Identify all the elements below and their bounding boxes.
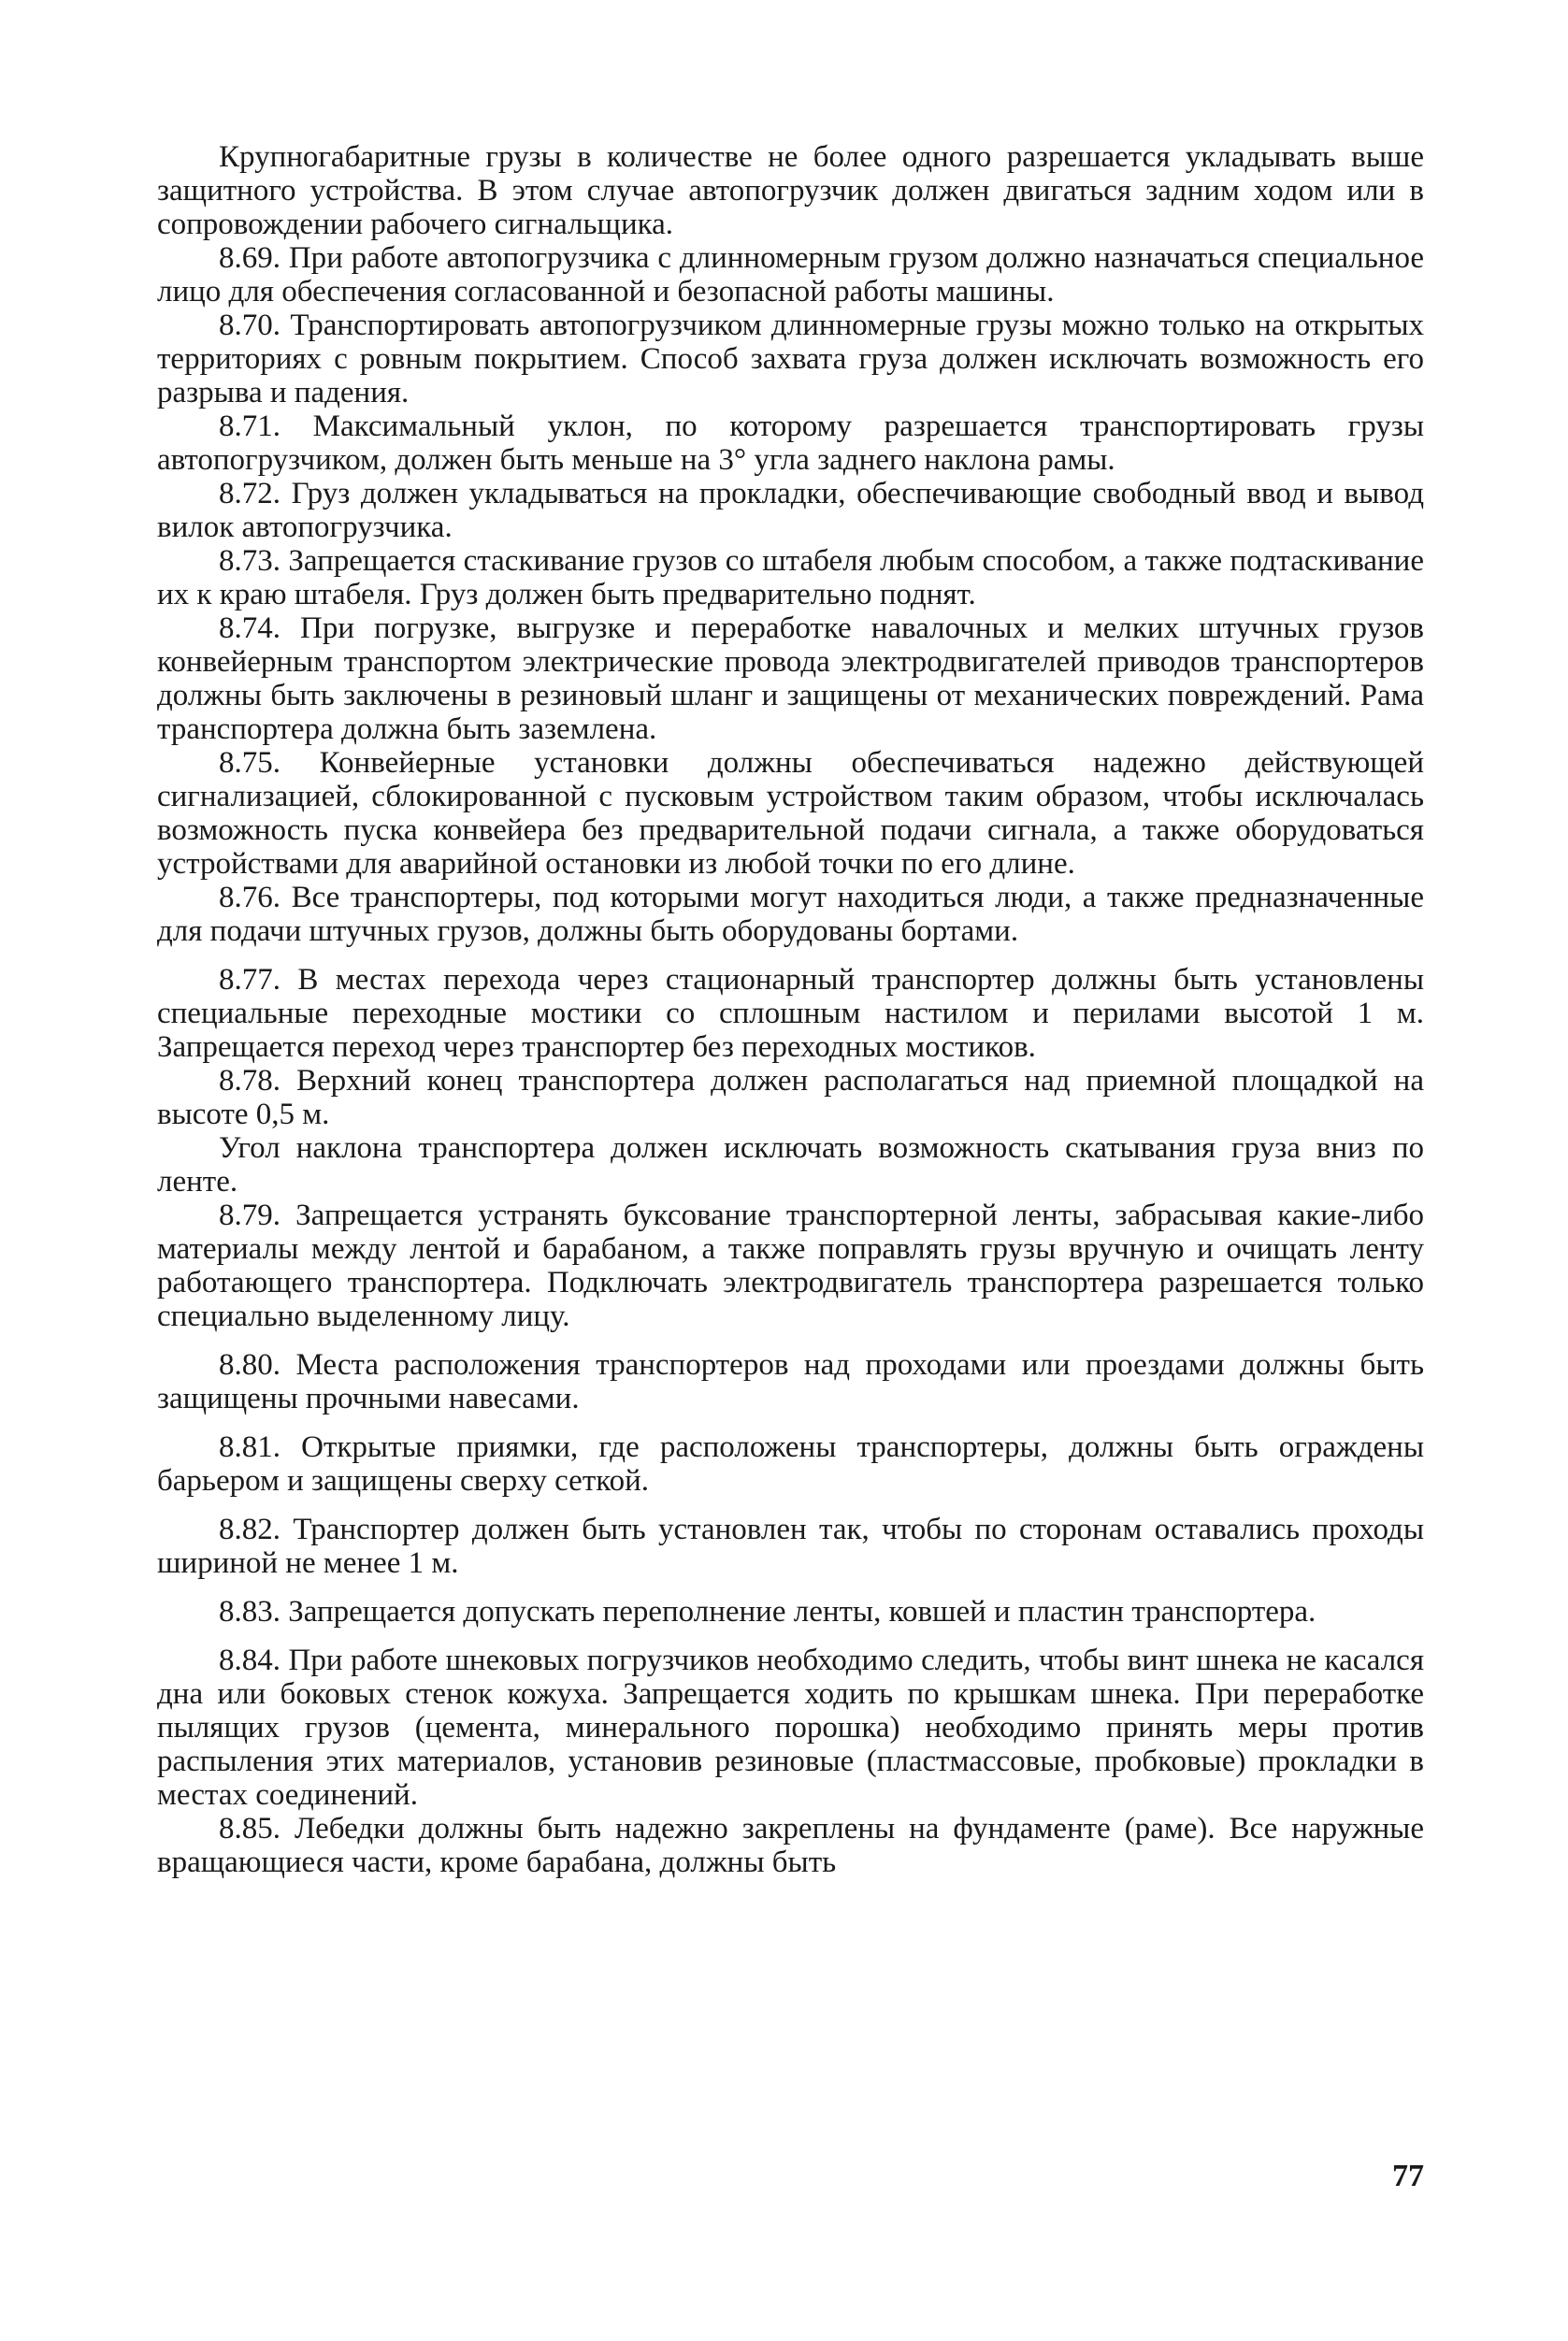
paragraph-8-80: 8.80. Места расположения транспортеров над проходами или проездами должны быть защищены прочными навесами. bbox=[157, 1348, 1424, 1415]
paragraph-8-81: 8.81. Открытые приямки, где расположены транспортеры, должны быть ограждены барьером и защищены сверху сеткой. bbox=[157, 1430, 1424, 1498]
paragraph-continuation: Крупногабаритные грузы в количестве не более одного разрешается укладывать выше защитного устройства. В этом случае автопогрузчик должен двигаться задним ходом или в сопровождении рабочего сигнальщика. bbox=[157, 140, 1424, 241]
paragraph-8-75: 8.75. Конвейерные установки должны обеспечиваться надежно действующей сигнализацией, сблокированной с пусковым устройством таким образом, чтобы исключалась возможность пуска конвейера без предварительной подачи сигнала, а также оборудоваться устройствами для аварийной остановки из любой точки по его длине. bbox=[157, 746, 1424, 881]
paragraph-8-83: 8.83. Запрещается допускать переполнение ленты, ковшей и пластин транспортера. bbox=[219, 1595, 1316, 1629]
paragraph-8-70: 8.70. Транспортировать автопогрузчиком длинномерные грузы можно только на открытых территориях с ровным покрытием. Способ захвата груза должен исключать возможность его разрыва и падения. bbox=[157, 309, 1424, 409]
paragraph-8-72: 8.72. Груз должен укладываться на прокладки, обеспечивающие свободный ввод и вывод вилок автопогрузчика. bbox=[157, 477, 1424, 544]
paragraph-8-77: 8.77. В местах перехода через стационарный транспортер должны быть установлены специальные переходные мостики со сплошным настилом и перилами высотой 1 м. Запрещается переход через транспортер без переходных мостиков. bbox=[157, 963, 1424, 1064]
paragraph-8-69: 8.69. При работе автопогрузчика с длинномерным грузом должно назначаться специальное лицо для обеспечения согласованной и безопасной работы машины. bbox=[157, 241, 1424, 309]
paragraph-8-74: 8.74. При погрузке, выгрузке и переработке навалочных и мелких штучных грузов конвейерным транспортом электрические провода электродвигателей приводов транспортеров должны быть заключены в резиновый шланг и защищены от механических повреждений. Рама транспортера должна быть заземлена. bbox=[157, 611, 1424, 746]
page-number: 77 bbox=[1392, 2159, 1424, 2193]
paragraph-8-73: 8.73. Запрещается стаскивание грузов со штабеля любым способом, а также подтаскивание их к краю штабеля. Груз должен быть предварительно поднят. bbox=[157, 544, 1424, 611]
paragraph-8-76: 8.76. Все транспортеры, под которыми могут находиться люди, а также предназначенные для подачи штучных грузов, должны быть оборудованы бортами. bbox=[157, 881, 1424, 948]
document-page bbox=[157, 140, 1424, 2272]
paragraph-8-78: 8.78. Верхний конец транспортера должен располагаться над приемной площадкой на высоте 0,5 м. bbox=[157, 1064, 1424, 1131]
paragraph-8-85: 8.85. Лебедки должны быть надежно закреплены на фундаменте (раме). Все наружные вращающиеся части, кроме барабана, должны быть bbox=[157, 1812, 1424, 1879]
paragraph-8-82: 8.82. Транспортер должен быть установлен так, чтобы по сторонам оставались проходы шириной не менее 1 м. bbox=[157, 1513, 1424, 1580]
paragraph-8-84: 8.84. При работе шнековых погрузчиков необходимо следить, чтобы винт шнека не касался дна или боковых стенок кожуха. Запрещается ходить по крышкам шнека. При переработке пылящих грузов (цемента, минерального порошка) необходимо принять меры против распыления этих материалов, установив резиновые (пластмассовые, пробковые) прокладки в местах соединений. bbox=[157, 1644, 1424, 1812]
paragraph-8-78-angle: Угол наклона транспортера должен исключать возможность скатывания груза вниз по ленте. bbox=[157, 1131, 1424, 1199]
paragraph-8-71: 8.71. Максимальный уклон, по которому разрешается транспортировать грузы автопогрузчиком, должен быть меньше на 3° угла заднего наклона рамы. bbox=[157, 409, 1424, 477]
paragraph-8-79: 8.79. Запрещается устранять буксование транспортерной ленты, забрасывая какие-либо материалы между лентой и барабаном, а также поправлять грузы вручную и очищать ленту работающего транспортера. Подключать электродвигатель транспортера разрешается только специально выделенному лицу. bbox=[157, 1199, 1424, 1333]
